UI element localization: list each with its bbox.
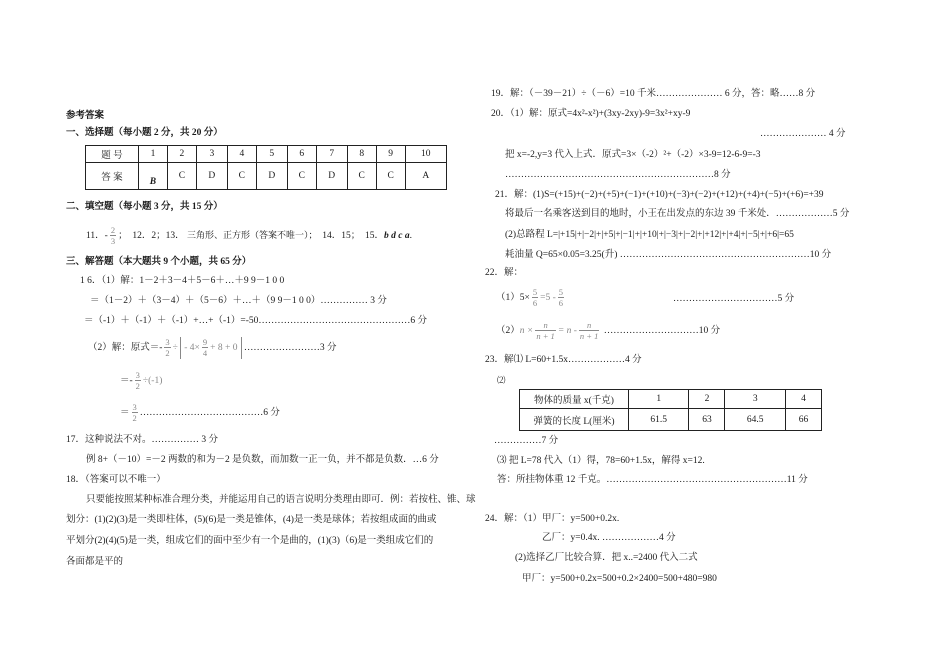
q23-line4: 答：所挂物体重 12 千克。…………………………………………………11 分: [497, 475, 808, 485]
table-row: [520, 409, 822, 431]
table-cell: 66: [785, 409, 821, 431]
q18-line4: 平划分(2)(4)(5)是一类，组成它们的面中至少有一个是曲的，(1)(3)（6)是一类组成它们的: [66, 536, 434, 546]
table-cell: 3: [725, 390, 785, 409]
spring-table: [519, 389, 822, 431]
q18-line1: 18．（答案可以不唯一）: [66, 475, 166, 485]
q16-line2: ＝（1－2）＋（3－4）＋（5－6）＋…＋（9 9－1 0 0）…………… 3 分: [90, 296, 387, 306]
q18-line5: 各面都是平的: [66, 557, 124, 567]
q21-line1: 21．解：(1)S=(+15)+(−2)+(+5)+(−1)+(+10)+(−3)+(−2)+(+12)+(+4)+(−5)+(+6)=+39: [495, 190, 824, 200]
table-row: [86, 146, 447, 163]
table-cell: C: [287, 163, 316, 190]
table-cell: 63: [689, 409, 725, 431]
q21-line2: 将最后一名乘客送到目的地时，小王在出发点的东边 39 千米处．………………5 分: [505, 209, 850, 219]
q11-fraction: $\frac{2}{3}$: [110, 225, 116, 247]
q16-step4: ＝ $\frac{3}{2}$ …………………………………6 分: [120, 402, 280, 424]
table-cell: 7: [316, 146, 347, 163]
table-cell: 10: [405, 146, 446, 163]
table-cell: D: [316, 163, 347, 190]
table-cell: 5: [256, 146, 287, 163]
table-cell: 4: [227, 146, 256, 163]
table-cell: C: [227, 163, 256, 190]
q21-line3: (2)总路程 L=|+15|+|−2|+|+5|+|−1|+|+10|+|−3|+|−2|+|+12|+|+4|+|−5|+|+6|=65: [505, 230, 794, 240]
table-cell: 9: [376, 146, 405, 163]
table-cell: 2: [167, 146, 196, 163]
q17-line2: 例 8+（－10）=－2 两数的和为－2 是负数，而加数一正一负，并不都是负数．…6 分: [86, 455, 439, 465]
q18-line2: 只要能按照某种标准合理分类，并能运用自己的语言说明分类理由即可．例：若按柱、锥、球: [86, 495, 476, 505]
q23-line1: 23．解⑴ L=60+1.5x………………4 分: [485, 355, 642, 365]
table-cell: 物体的质量 x(千克): [520, 390, 629, 409]
q23-line3: ⑶ 把 L=78 代入（1）得，78=60+1.5x，解得 x=12.: [497, 456, 705, 466]
q22-part1-score: ……………………………5 分: [673, 294, 795, 304]
answer-title: 参考答案: [66, 111, 105, 121]
table-cell: 64.5: [725, 409, 785, 431]
section-solve-heading: 三、解答题（本大题共 9 个小题，共 65 分）: [66, 257, 252, 267]
q20-line1: 20．（1）解：原式=4x²-x²)+(3xy-2xy)-9=3x²+xy-9: [491, 109, 691, 119]
fill-answers: 11．- $\frac{2}{3}$ ； 12．2；13． 三角形、正方形（答案不唯一）； 14．15； 15．b d c a.: [86, 225, 412, 247]
table-cell: C: [376, 163, 405, 190]
q20-line2: ………………… 4 分: [760, 129, 846, 139]
q16-line1: 1 6．（1）解：1－2＋3－4＋5－6＋…＋9 9－1 0 0: [80, 276, 285, 286]
section-choice-heading: 一、选择题（每小题 2 分，共 20 分）: [66, 128, 223, 138]
table-cell: 3: [196, 146, 227, 163]
q24-line4: 甲厂：y=500+0.2x=500+0.2×2400=500+480=980: [522, 574, 717, 584]
q16-step3: ＝- $\frac{3}{2}$ ÷(-1): [120, 370, 163, 392]
table-cell: 1: [629, 390, 689, 409]
table-cell: D: [196, 163, 227, 190]
table-row: [86, 163, 447, 190]
table-cell: A: [405, 163, 446, 190]
q18-line3: 划分：(1)(2)(3)是一类即柱体，(5)(6)是一类是锥体，(4)是一类是球体；若按组成面的曲或: [66, 515, 437, 525]
q19-line: 19．解：（－39－21）÷（－6）=10 千米………………… 6 分，答：略……8 分: [491, 89, 816, 99]
answer-table: [85, 145, 447, 190]
q22-part2: （2）n × $\frac{n}{n + 1}$ = n - $\frac{n}{n + 1}$ …………………………10 分: [496, 320, 721, 342]
table-cell: 8: [347, 146, 376, 163]
q23-line2: ⑵: [497, 375, 506, 385]
q12-q13-label: 12．2；13．: [132, 231, 185, 241]
table-cell: 6: [287, 146, 316, 163]
q22-part1: （1）5× $\frac{5}{6}$ =5 - $\frac{5}{6}$: [496, 287, 564, 309]
q20-line3: 把 x=-2,y=3 代入上式．原式=3×（-2）²+（-2）×3-9=12-6-9=-3: [505, 150, 761, 160]
table-cell: C: [167, 163, 196, 190]
table-cell: 答 案: [86, 163, 139, 190]
q24-line3: (2)选择乙厂比较合算．把 x..=2400 代入二式: [515, 553, 698, 563]
table-cell: C: [347, 163, 376, 190]
table-cell: B: [139, 163, 168, 190]
table-cell: 2: [689, 390, 725, 409]
q24-line2: 乙厂：y=0.4x. ………………4 分: [542, 533, 676, 543]
table-cell: D: [256, 163, 287, 190]
table-cell: 61.5: [629, 409, 689, 431]
table-cell: 题 号: [86, 146, 139, 163]
section-fill-heading: 二、填空题（每小题 3 分，共 15 分）: [66, 202, 223, 212]
table-cell: 4: [785, 390, 821, 409]
q22-heading: 22．解：: [485, 268, 524, 278]
q13-answer: 三角形、正方形（答案不唯一）；: [186, 230, 318, 240]
q21-line4: 耗油量 Q=65×0.05=3.25(升) ……………………………………………………10 分: [505, 250, 832, 260]
q23-table-score: ……………7 分: [494, 436, 559, 446]
table-row: [520, 390, 822, 409]
q20-line4: …………………………………………………………8 分: [505, 170, 731, 180]
q15-label: 15．: [365, 231, 385, 241]
q24-line1: 24．解：（1）甲厂：y=500+0.2x.: [485, 514, 620, 524]
q16-part2: （2）解：原式＝- $\frac{3}{2}$ ÷ - 4× $\frac{9}{4}$ + 8 + 0 ……………………3 分: [88, 337, 337, 359]
q16-line3: ＝（-1）＋（-1）＋（-1）+…+（-1）=-50…………………………………………6 分: [84, 316, 428, 326]
table-cell: 弹簧的长度 L(厘米): [520, 409, 629, 431]
absolute-value: - 4× $\frac{9}{4}$ + 8 + 0: [180, 337, 241, 359]
table-cell: 1: [139, 146, 168, 163]
q14-answer: 14．15；: [322, 231, 361, 241]
q17-line1: 17．这种说法不对。…………… 3 分: [66, 435, 219, 445]
q11-label: 11．-: [86, 231, 108, 241]
q15-answer: b d c a: [384, 231, 410, 241]
